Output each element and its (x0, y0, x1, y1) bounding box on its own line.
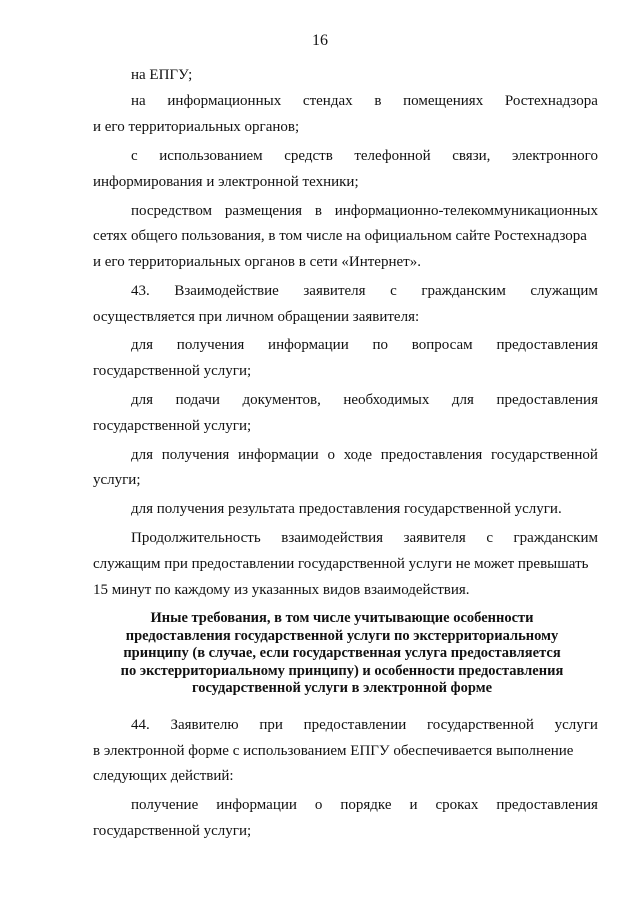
text-line: для получения результата предоставления государственной услуги. (131, 501, 562, 517)
text-line: и его территориальных органов; (93, 119, 300, 135)
word: подачи (175, 392, 220, 408)
word: служащим (530, 283, 598, 299)
word: получение (131, 797, 199, 813)
text-line-justified (131, 716, 598, 734)
text-line-justified (131, 147, 598, 165)
heading-line: государственной услуги в электронной форме (191, 680, 493, 696)
word: Взаимодействие (174, 283, 279, 299)
text-line-justified (131, 336, 598, 354)
word: государственной (427, 717, 534, 733)
text-line: и его территориальных органов в сети «Интернет». (93, 254, 421, 270)
word: для (131, 392, 154, 408)
word: на (131, 93, 146, 109)
word: получения (176, 337, 245, 353)
word: с (390, 283, 397, 299)
word: средств (284, 148, 333, 164)
text-line: осуществляется при личном обращении заявителя: (93, 309, 420, 325)
word: стендах (302, 93, 353, 109)
word: для (131, 337, 154, 353)
text-line-justified (131, 202, 598, 220)
word: в (314, 203, 322, 219)
word: вопросам (411, 337, 473, 353)
word: информационно-телекоммуникационных (334, 203, 598, 219)
heading-line: принципу (в случае, если государственная услуга предоставляется (123, 645, 561, 661)
word: информации (268, 337, 349, 353)
text-line: на ЕПГУ; (131, 67, 193, 83)
word: в (374, 93, 382, 109)
word: телефонной (354, 148, 431, 164)
heading-line: предоставления государственной услуги по экстерриториальному (125, 627, 559, 644)
text-line: 15 минут по каждому из указанных видов взаимодействия. (93, 582, 470, 598)
text-line: услуги; (93, 472, 141, 488)
word: использованием (159, 148, 263, 164)
text-line: следующих действий: (93, 768, 234, 784)
word: получения (161, 447, 230, 463)
word: о (314, 797, 323, 813)
heading-line: по экстерриториальному принципу) и особенности предоставления (120, 662, 564, 679)
word: по (372, 337, 389, 353)
word: предоставления (496, 797, 598, 813)
word: с (486, 530, 493, 546)
word: информации (216, 797, 297, 813)
text-line-justified (131, 391, 598, 409)
word: сроках (435, 797, 479, 813)
word: связи, (452, 148, 491, 164)
page-number: 16 (312, 32, 328, 49)
text-line: служащим при предоставлении государственной услуги не может превышать (93, 556, 589, 572)
word: ходе (343, 447, 372, 463)
word: информации (238, 447, 319, 463)
word: при (259, 717, 283, 733)
word: Ростехнадзора (504, 93, 598, 109)
word: размещения (224, 203, 303, 219)
word: документов, (242, 392, 321, 408)
word: предоставления (380, 447, 483, 463)
word: Заявителю (170, 717, 239, 733)
word: порядке (340, 797, 392, 813)
word: услуги (554, 717, 598, 733)
word: предоставления (496, 337, 598, 353)
word: для (451, 392, 474, 408)
word: 43. (131, 283, 150, 299)
word: информационных (167, 93, 282, 109)
word: о (327, 447, 335, 463)
word: и (409, 797, 418, 813)
text-line-justified (131, 796, 598, 814)
word: Продолжительность (131, 530, 261, 546)
word: с (131, 148, 138, 164)
heading-line: Иные требования, в том числе учитывающие особенности (150, 610, 534, 626)
word: заявителя (403, 530, 466, 546)
text-line-justified (131, 282, 598, 300)
text-line: государственной услуги; (93, 418, 252, 434)
text-line: государственной услуги; (93, 363, 252, 379)
text-line: государственной услуги; (93, 823, 252, 839)
word: необходимых (343, 392, 430, 408)
word: для (131, 447, 154, 463)
text-line: в электронной форме с использованием ЕПГУ обеспечивается выполнение (93, 743, 574, 759)
word: гражданским (513, 530, 598, 546)
word: 44. (131, 717, 150, 733)
text-line-justified (131, 529, 598, 547)
text-line: сетях общего пользования, в том числе на официальном сайте Ростехнадзора (93, 228, 587, 244)
text-line: информирования и электронной техники; (93, 174, 359, 190)
text-line-justified (131, 92, 598, 110)
word: взаимодействия (281, 530, 384, 546)
section-heading (86, 610, 598, 698)
word: предоставлении (303, 717, 407, 733)
word: государственной (491, 447, 598, 463)
word: помещениях (403, 93, 484, 109)
word: посредством (131, 203, 213, 219)
word: предоставления (496, 392, 598, 408)
word: гражданским (421, 283, 506, 299)
word: заявителя (303, 283, 366, 299)
text-line-justified (131, 446, 598, 464)
word: электронного (511, 148, 598, 164)
